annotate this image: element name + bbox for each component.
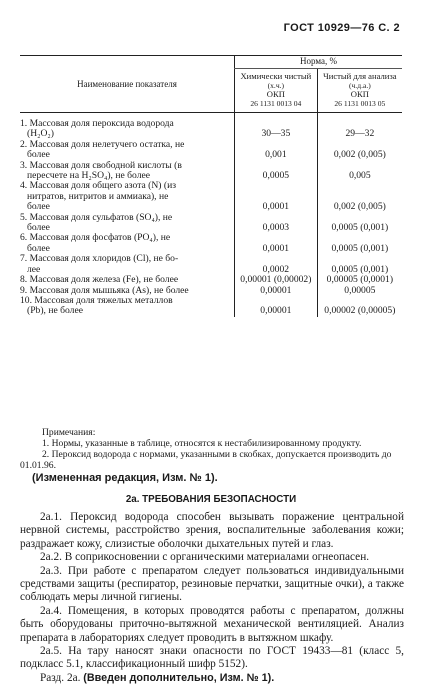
value-chemically-pure: [235, 181, 318, 212]
value-text: 30—35: [261, 128, 291, 140]
paragraph-2a4: 2а.4. Помещения, в которых проводятся работы с препаратом, должны быть оборудованы приточно-вытяжной механической вентиляцией. Анализ препарата в лабораториях следует проводить в вытяжном шкафу.: [20, 604, 404, 644]
column-header-norm: Норма, %: [235, 56, 403, 69]
value-text: 0,00001: [260, 305, 292, 317]
col2-okp-label: ОКП: [350, 89, 369, 99]
column-header-chemically-pure: [235, 69, 318, 113]
col2-grade: (ч.д.а.): [348, 81, 371, 90]
row-name-line: нитратов, нитритов и аммиака), не: [27, 190, 169, 202]
final-note-prefix: Разд. 2а.: [40, 671, 81, 684]
value-text: 0,00001 (0,00002): [240, 274, 312, 286]
value-analytical-grade: [317, 113, 402, 140]
revision-note: (Измененная редакция, Изм. № 1).: [32, 472, 218, 484]
value-text: 0,00005 (0,0001): [326, 274, 394, 286]
notes-block: [20, 427, 404, 484]
col1-grade: (х.ч.): [267, 81, 285, 90]
row-name: [20, 181, 235, 212]
final-note-bold: (Введен дополнительно, Изм. № 1).: [83, 671, 275, 684]
value-text: 0,001: [265, 149, 287, 161]
value-text: 0,0003: [262, 222, 290, 234]
table-row: [20, 254, 402, 275]
col1-label: Химически чистый: [240, 71, 312, 81]
row-name-line: 5. Массовая доля сульфатов (SO₄), не: [20, 211, 173, 223]
row-name: [20, 113, 235, 140]
value-analytical-grade: [317, 140, 402, 161]
col2-okp: 26 1131 0013 05: [334, 99, 386, 108]
table-row: [20, 140, 402, 161]
value-text: 0,00001: [260, 284, 292, 296]
final-note: [20, 672, 404, 685]
row-name-line: 2. Массовая доля нелетучего остатка, не: [20, 138, 185, 150]
row-name-line: более: [27, 222, 50, 234]
note-2: 2. Пероксид водорода с нормами, указанными в скобках, допускается производить до 01.01.96.: [20, 449, 392, 471]
value-text: 0,00002 (0,00005): [324, 305, 396, 317]
row-name-line: более: [27, 149, 50, 161]
col1-okp-label: ОКП: [266, 89, 285, 99]
row-name-line: (H₂O₂): [27, 128, 54, 140]
table-row: [20, 113, 402, 140]
page-header: ГОСТ 10929—76 С. 2: [283, 22, 400, 34]
value-text: 0,0002: [262, 263, 290, 275]
value-analytical-grade: [317, 296, 402, 317]
table-row: [20, 181, 402, 212]
row-name-line: пересчете на H₂SO₄), не более: [27, 170, 150, 182]
row-name-line: 10. Массовая доля тяжелых металлов: [20, 294, 173, 306]
row-name-line: 9. Массовая доля мышьяка (As), не более: [20, 284, 189, 296]
section-body: [20, 511, 404, 685]
row-name: [20, 296, 235, 317]
row-name: [20, 254, 235, 275]
row-name: [20, 233, 235, 254]
value-chemically-pure: [235, 254, 318, 275]
requirements-table: [20, 55, 402, 317]
value-analytical-grade: [317, 286, 402, 296]
value-chemically-pure: [235, 286, 318, 296]
value-text: 0,0005 (0,001): [331, 242, 389, 254]
table-row: [20, 296, 402, 317]
note-1: 1. Нормы, указанные в таблице, относятся к нестабилизированному продукту.: [42, 438, 362, 449]
value-analytical-grade: [317, 181, 402, 212]
value-chemically-pure: [235, 161, 318, 182]
row-name-line: лее: [27, 263, 41, 275]
table-row: [20, 161, 402, 182]
value-chemically-pure: [235, 275, 318, 285]
col1-okp: 26 1131 0013 04: [250, 99, 302, 108]
value-chemically-pure: [235, 233, 318, 254]
section-title: 2а. ТРЕБОВАНИЯ БЕЗОПАСНОСТИ: [125, 494, 297, 505]
value-text: 0,002 (0,005): [333, 201, 386, 213]
value-text: 29—32: [345, 128, 375, 140]
value-analytical-grade: [317, 161, 402, 182]
table-row: [20, 233, 402, 254]
value-text: 0,0005 (0,001): [331, 263, 389, 275]
value-chemically-pure: [235, 213, 318, 234]
value-analytical-grade: [317, 275, 402, 285]
row-name-line: более: [27, 242, 50, 254]
table-row: [20, 213, 402, 234]
row-name: [20, 161, 235, 182]
column-header-name: Наименование показателя: [20, 56, 235, 113]
column-header-analytical-grade: [317, 69, 402, 113]
paragraph-2a1: 2а.1. Пероксид водорода способен вызывать поражение центральной нервной системы, расстройство зрения, воспалительные заболевания кожи; раздражает кожу, слизистые оболочки дыхательных путей и глаз.: [20, 511, 404, 550]
value-chemically-pure: [235, 113, 318, 140]
value-analytical-grade: [317, 213, 402, 234]
notes-title: Примечания:: [42, 427, 96, 438]
row-name-line: 6. Массовая доля фосфатов (PO₄), не: [20, 232, 171, 244]
col2-label: Чистый для анализа: [323, 71, 397, 81]
paragraph-2a5: 2а.5. На тару наносят знаки опасности по ГОСТ 19433—81 (класс 5, подкласс 5.1, классификационный шифр 5152).: [20, 645, 404, 671]
value-text: 0,0001: [262, 242, 290, 254]
value-text: 0,0005 (0,001): [331, 222, 389, 234]
row-name-line: 3. Массовая доля свободной кислоты (в: [20, 159, 182, 171]
row-name-line: 7. Массовая доля хлоридов (Cl), не бо-: [20, 253, 179, 265]
value-chemically-pure: [235, 140, 318, 161]
value-text: 0,005: [349, 170, 371, 182]
row-name: [20, 213, 235, 234]
value-analytical-grade: [317, 233, 402, 254]
value-chemically-pure: [235, 296, 318, 317]
row-name: [20, 140, 235, 161]
row-name-line: более: [27, 201, 50, 213]
value-analytical-grade: [317, 254, 402, 275]
paragraph-2a2: 2а.2. В соприкосновении с органическими материалами огнеопасен.: [40, 551, 370, 564]
paragraph-2a3: 2а.3. При работе с препаратом следует пользоваться индивидуальными средствами защиты (респиратор, резиновые перчатки, защитные очки), а также соблюдать меры личной гигиены.: [20, 564, 404, 604]
row-name-line: (Pb), не более: [27, 305, 83, 317]
value-text: 0,002 (0,005): [333, 149, 386, 161]
value-text: 0,0005: [262, 170, 290, 182]
row-name-line: 1. Массовая доля пероксида водорода: [20, 118, 174, 129]
row-name-line: 4. Массовая доля общего азота (N) (из: [20, 180, 176, 192]
row-name: [20, 275, 235, 285]
value-text: 0,00005: [344, 284, 376, 296]
value-text: 0,0001: [262, 201, 290, 213]
table-row: [20, 275, 402, 285]
row-name-line: 8. Массовая доля железа (Fe), не более: [20, 274, 179, 286]
